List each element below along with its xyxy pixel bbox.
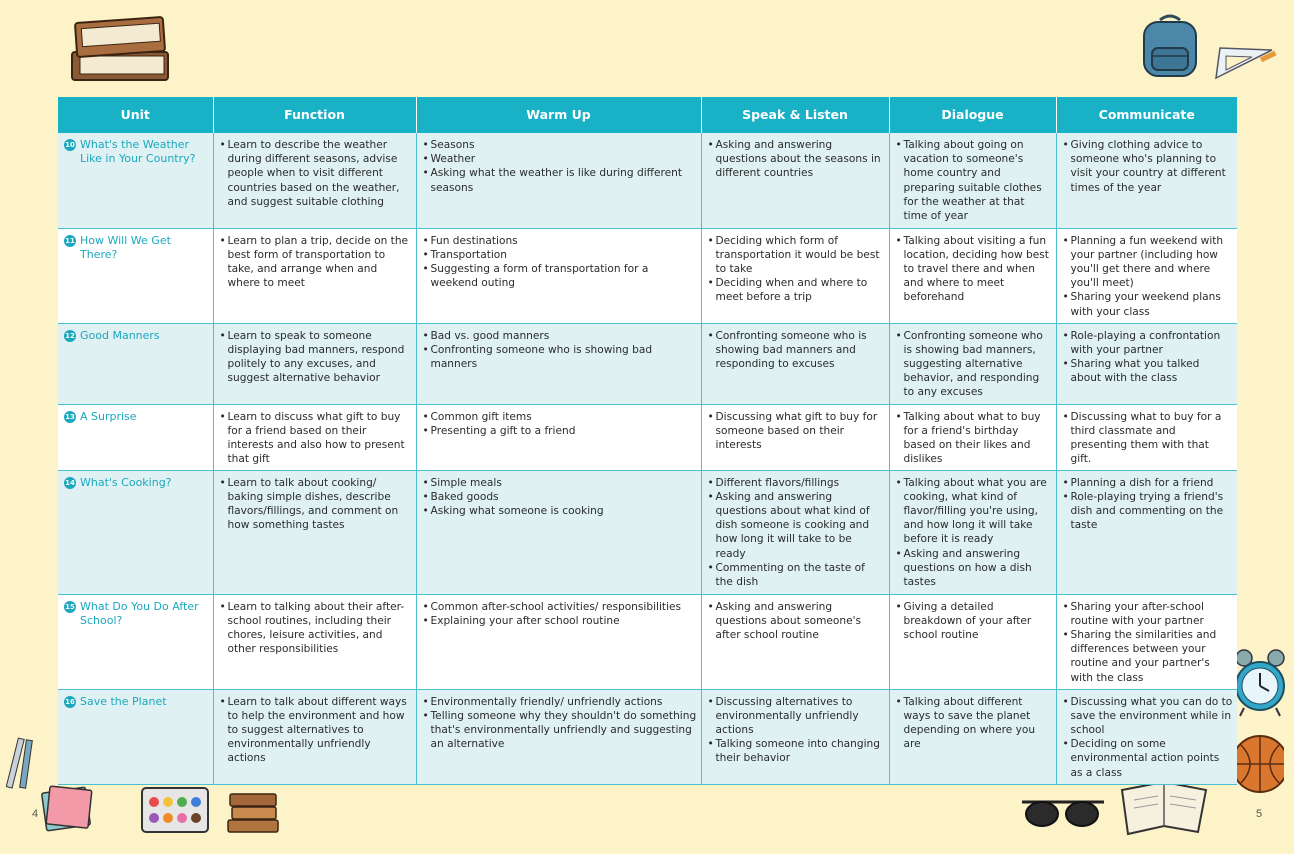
unit-label [64, 695, 209, 709]
unit-title: Save the Planet [80, 694, 167, 708]
bullet-item: • Asking and answering questions about the seasons in different countries [708, 138, 885, 181]
bullet-item: • Discussing alternatives to environmentally unfriendly actions [708, 695, 885, 738]
table-row [58, 594, 1237, 689]
bullet-list [1063, 410, 1234, 467]
bullet-item: • Suggesting a form of transportation for a weekend outing [423, 262, 697, 290]
function-cell [213, 228, 416, 323]
bullet-list [1063, 476, 1234, 533]
warm-up-cell [416, 323, 701, 404]
communicate-cell [1056, 323, 1237, 404]
bullet-list [896, 138, 1052, 223]
bullet-item: • Sharing the similarities and differences between your routine and your partner's with the class [1063, 628, 1234, 685]
page-number-left: 4 [32, 808, 39, 820]
stacked-books-icon [224, 790, 282, 836]
unit-cell [58, 323, 213, 404]
bullet-item: • Common gift items [423, 410, 697, 424]
bullet-item: • Confronting someone who is showing bad manners and responding to excuses [708, 329, 885, 372]
bullet-list [708, 600, 885, 643]
table-row [58, 323, 1237, 404]
bullet-item: • Common after-school activities/ responsibilities [423, 600, 697, 614]
bullet-list [708, 329, 885, 372]
bullet-list [708, 410, 885, 453]
column-header-warm-up: Warm Up [416, 97, 701, 133]
bullet-item: • Talking about what to buy for a friend's birthday based on their likes and dislikes [896, 410, 1052, 467]
bullet-item: • Giving clothing advice to someone who's planning to visit your country at different times of the year [1063, 138, 1234, 195]
bullet-item: • Confronting someone who is showing bad manners, suggesting alternative behavior, and responding to any excuses [896, 329, 1052, 400]
notebooks-icon [38, 782, 96, 834]
bullet-item: • Talking someone into changing their behavior [708, 737, 885, 765]
function-cell [213, 470, 416, 594]
bullet-item: • Role-playing a confrontation with your partner [1063, 329, 1234, 357]
bullet-item: • Talking about going on vacation to someone's home country and preparing suitable clothes for the weather at that time of year [896, 138, 1052, 223]
column-header-communicate: Communicate [1056, 97, 1237, 133]
bullet-list [423, 329, 697, 372]
unit-title: What's the Weather Like in Your Country? [80, 138, 196, 165]
speak-listen-cell [701, 470, 889, 594]
bullet-list [1063, 234, 1234, 319]
bullet-item: • Talking about different ways to save the planet depending on where you are [896, 695, 1052, 752]
speak-listen-cell [701, 323, 889, 404]
unit-label [64, 138, 209, 166]
bullet-list [1063, 138, 1234, 195]
bullet-item: • Sharing your after-school routine with your partner [1063, 600, 1234, 628]
column-header-unit: Unit [58, 97, 213, 133]
bullet-list [423, 600, 697, 628]
bullet-list [896, 234, 1052, 305]
function-cell [213, 133, 416, 228]
unit-cell [58, 133, 213, 228]
unit-number-badge: 10 [65, 141, 75, 149]
unit-label [64, 600, 209, 628]
bullet-list [708, 695, 885, 766]
bullet-list [423, 138, 697, 195]
function-cell [213, 404, 416, 470]
speak-listen-cell [701, 133, 889, 228]
column-header-dialogue: Dialogue [889, 97, 1056, 133]
warm-up-cell [416, 594, 701, 689]
bullet-item: • Planning a fun weekend with your partner (including how you'll get there and where you'll meet) [1063, 234, 1234, 291]
bullet-list [423, 695, 697, 752]
bullet-list [423, 410, 697, 438]
dialogue-cell [889, 594, 1056, 689]
bullet-item: • Fun destinations [423, 234, 697, 248]
communicate-cell [1056, 133, 1237, 228]
unit-title: Good Manners [80, 328, 160, 342]
bullet-list [896, 329, 1052, 400]
communicate-cell [1056, 689, 1237, 784]
bullet-list [220, 410, 412, 467]
warm-up-cell [416, 133, 701, 228]
dialogue-cell [889, 689, 1056, 784]
paint-palette-icon [138, 782, 212, 838]
bullet-item: • Learn to talk about different ways to help the environment and how to suggest alternatives to environmentally unfriendly actions [220, 695, 412, 766]
dialogue-cell [889, 470, 1056, 594]
unit-label [64, 410, 209, 424]
communicate-cell [1056, 594, 1237, 689]
bullet-item: • Learn to plan a trip, decide on the best form of transportation to take, and arrange when and where to meet [220, 234, 412, 291]
unit-number-badge: 12 [65, 331, 75, 340]
warm-up-cell [416, 470, 701, 594]
bullet-item: • Giving a detailed breakdown of your after school routine [896, 600, 1052, 643]
unit-cell [58, 228, 213, 323]
bullet-list [220, 600, 412, 657]
bullet-item: • Weather [423, 152, 697, 166]
table-row [58, 470, 1237, 594]
bullet-list [220, 234, 412, 291]
warm-up-cell [416, 404, 701, 470]
bullet-item: • Transportation [423, 248, 697, 262]
bullet-list [220, 138, 412, 209]
warm-up-cell [416, 228, 701, 323]
bullet-list [423, 476, 697, 519]
bullet-list [896, 695, 1052, 752]
bullet-list [220, 476, 412, 533]
communicate-cell [1056, 470, 1237, 594]
bullet-item: • Discussing what gift to buy for someone based on their interests [708, 410, 885, 453]
unit-number-badge: 16 [65, 697, 75, 706]
bullet-item: • Deciding on some environmental action points as a class [1063, 737, 1234, 780]
bullet-list [896, 600, 1052, 643]
bullet-item: • Talking about what you are cooking, what kind of flavor/filling you're using, and how long it will take before it is ready [896, 476, 1052, 547]
unit-number-badge: 13 [65, 412, 75, 421]
bullet-item: • Seasons [423, 138, 697, 152]
bullet-item: • Discussing what you can do to save the environment while in school [1063, 695, 1234, 738]
bullet-list [708, 234, 885, 305]
bullet-list [896, 410, 1052, 467]
bullet-list [1063, 329, 1234, 386]
unit-number-badge: 14 [65, 478, 75, 487]
unit-number-badge: 11 [65, 236, 75, 245]
bullet-list [220, 695, 412, 766]
column-header-speak-listen: Speak & Listen [701, 97, 889, 133]
bullet-list [708, 476, 885, 590]
pens-icon [6, 734, 38, 794]
bullet-item: • Discussing what to buy for a third classmate and presenting them with that gift. [1063, 410, 1234, 467]
unit-cell [58, 594, 213, 689]
bullet-item: • Sharing what you talked about with the class [1063, 357, 1234, 385]
dialogue-cell [889, 228, 1056, 323]
bullet-item: • Planning a dish for a friend [1063, 476, 1234, 490]
bullet-list [220, 329, 412, 386]
unit-cell [58, 404, 213, 470]
bullet-item: • Telling someone why they shouldn't do something that's environmentally unfriendly and suggesting an alternative [423, 709, 697, 752]
backpack-icon [1138, 12, 1202, 80]
bullet-item: • Asking what someone is cooking [423, 504, 697, 518]
warm-up-cell [416, 689, 701, 784]
bullet-item: • Learn to talking about their after-school routines, including their chores, leisure activities, and other responsibilities [220, 600, 412, 657]
bullet-item: • Asking what the weather is like during different seasons [423, 166, 697, 194]
bullet-item: • Commenting on the taste of the dish [708, 561, 885, 589]
basketball-icon [1232, 730, 1284, 798]
dialogue-cell [889, 323, 1056, 404]
unit-label [64, 234, 209, 262]
function-cell [213, 594, 416, 689]
unit-number-badge: 15 [65, 602, 75, 611]
bullet-item: • Simple meals [423, 476, 697, 490]
bullet-item: • Confronting someone who is showing bad manners [423, 343, 697, 371]
bullet-item: • Asking and answering questions on how a dish tastes [896, 547, 1052, 590]
bullet-item: • Environmentally friendly/ unfriendly actions [423, 695, 697, 709]
table-row [58, 689, 1237, 784]
bullet-item: • Different flavors/fillings [708, 476, 885, 490]
bullet-item: • Deciding when and where to meet before a trip [708, 276, 885, 304]
speak-listen-cell [701, 404, 889, 470]
speak-listen-cell [701, 689, 889, 784]
unit-label [64, 476, 209, 490]
unit-title: What's Cooking? [80, 475, 172, 489]
function-cell [213, 323, 416, 404]
table-row [58, 133, 1237, 228]
bullet-list [708, 138, 885, 181]
bullet-item: • Learn to talk about cooking/ baking simple dishes, describe flavors/fillings, and comment on how something tastes [220, 476, 412, 533]
unit-cell [58, 470, 213, 594]
books-icon [66, 12, 174, 88]
page-number-right: 5 [1256, 808, 1263, 820]
bullet-item: • Learn to speak to someone displaying bad manners, respond politely to any excuses, and suggest alternative behavior [220, 329, 412, 386]
bullet-item: • Bad vs. good manners [423, 329, 697, 343]
table-row [58, 404, 1237, 470]
table-row [58, 228, 1237, 323]
bullet-item: • Explaining your after school routine [423, 614, 697, 628]
alarm-clock-icon [1232, 648, 1288, 720]
bullet-list [1063, 695, 1234, 780]
bullet-item: • Presenting a gift to a friend [423, 424, 697, 438]
unit-title: A Surprise [80, 409, 137, 423]
set-square-icon [1212, 42, 1278, 82]
unit-title: What Do You Do After School? [80, 599, 199, 627]
bullet-list [423, 234, 697, 291]
bullet-item: • Asking and answering questions about someone's after school routine [708, 600, 885, 643]
sunglasses-icon [1018, 792, 1108, 832]
bullet-item: • Learn to discuss what gift to buy for a friend based on their interests and also how to present that gift [220, 410, 412, 467]
speak-listen-cell [701, 594, 889, 689]
bullet-list [896, 476, 1052, 590]
syllabus-table [58, 97, 1237, 785]
unit-cell [58, 689, 213, 784]
bullet-item: • Learn to describe the weather during different seasons, advise people when to visit different countries based on the weather, and suggest suitable clothing [220, 138, 412, 209]
bullet-item: • Role-playing trying a friend's dish and commenting on the taste [1063, 490, 1234, 533]
unit-title: How Will We Get There? [80, 233, 171, 261]
header-row [58, 97, 1237, 133]
communicate-cell [1056, 228, 1237, 323]
bullet-item: • Asking and answering questions about what kind of dish someone is cooking and how long it will take to be ready [708, 490, 885, 561]
column-header-function: Function [213, 97, 416, 133]
bullet-item: • Deciding which form of transportation it would be best to take [708, 234, 885, 277]
open-notebook-icon [1114, 776, 1214, 838]
bullet-item: • Baked goods [423, 490, 697, 504]
bullet-item: • Sharing your weekend plans with your class [1063, 290, 1234, 318]
bullet-list [1063, 600, 1234, 685]
dialogue-cell [889, 133, 1056, 228]
communicate-cell [1056, 404, 1237, 470]
unit-label [64, 329, 209, 343]
speak-listen-cell [701, 228, 889, 323]
bullet-item: • Talking about visiting a fun location, deciding how best to travel there and when and where to meet beforehand [896, 234, 1052, 305]
function-cell [213, 689, 416, 784]
dialogue-cell [889, 404, 1056, 470]
